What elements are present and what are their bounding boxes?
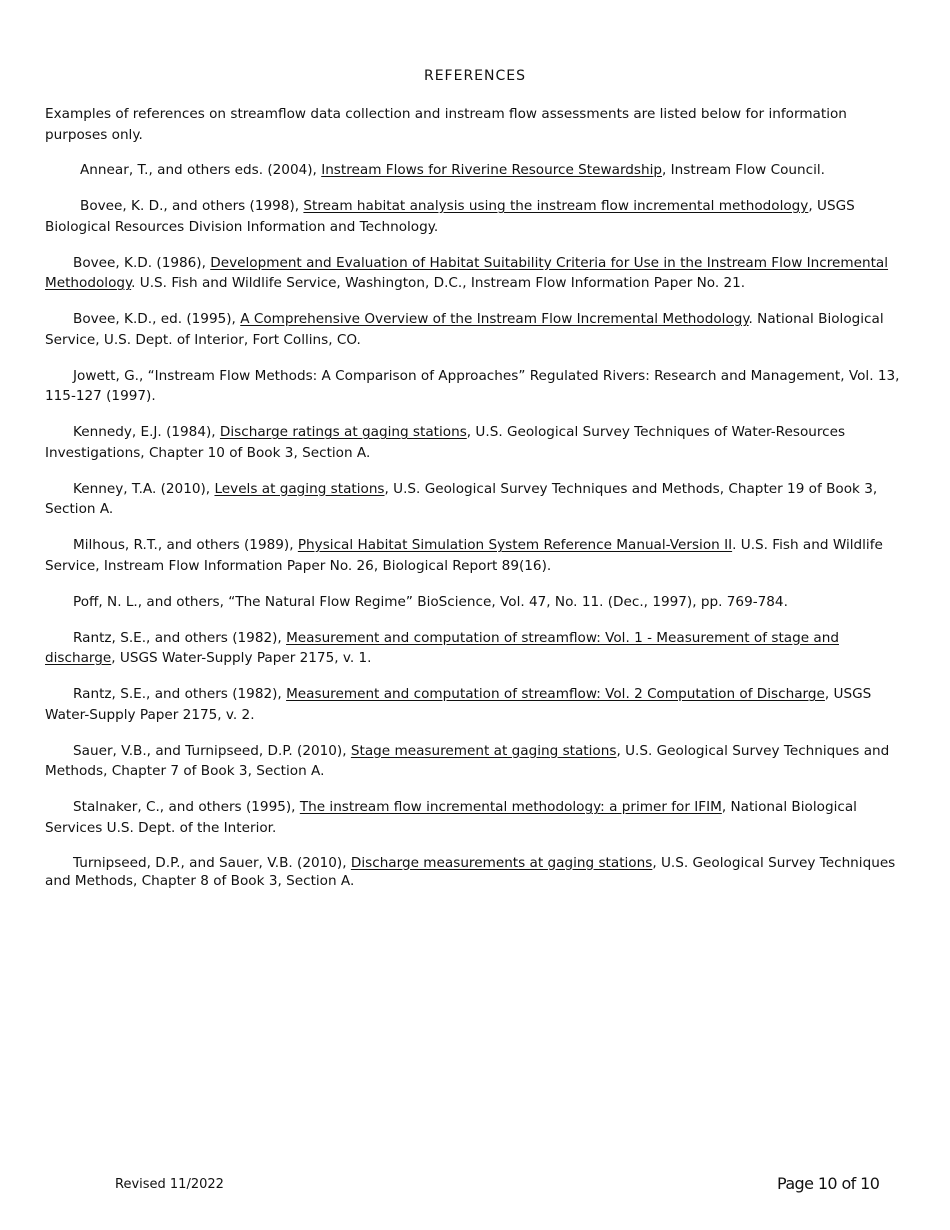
references-body	[45, 104, 900, 890]
page-number: Page 10 of 10	[777, 1174, 880, 1193]
reference-title: Stage measurement at gaging stations	[350, 742, 617, 759]
reference-title: Measurement and computation of streamflow: Vol. 1 - Measurement of stage and discharge	[45, 629, 839, 666]
reference-item	[45, 592, 900, 613]
reference-title: Measurement and computation of streamflow: Vol. 2 Computation of Discharge	[286, 686, 825, 702]
reference-text: Bovee, K. D., and others (1998),	[80, 198, 304, 214]
reference-item	[45, 422, 900, 463]
reference-item	[45, 854, 900, 890]
reference-text: Turnipseed, D.P., and Sauer, V.B. (2010),	[73, 854, 351, 871]
reference-text: Bovee, K.D. (1986),	[73, 254, 211, 271]
reference-text: Rantz, S.E., and others (1982),	[73, 629, 287, 646]
reference-title: Stream habitat analysis using the instream flow incremental methodology	[303, 198, 809, 214]
reference-item	[45, 797, 900, 838]
reference-text: Kenney, T.A. (2010),	[73, 480, 215, 497]
reference-item	[45, 741, 900, 782]
reference-title: Discharge ratings at gaging stations	[219, 424, 467, 440]
revision-date: Revised 11/2022	[115, 1177, 224, 1192]
intro-paragraph: Examples of references on streamflow data collection and instream flow assessments are listed below for information purposes only.	[45, 106, 847, 143]
reference-text: , U.S. Geological Survey Techniques and Methods, Chapter 8 of Book 3, Section A.	[45, 854, 896, 889]
reference-text: , U.S. Geological Survey Techniques and Methods, Chapter 7 of Book 3, Section A.	[45, 742, 890, 779]
reference-title: Development and Evaluation of Habitat Suitability Criteria for Use in the Instream Flow Incremental Methodology	[45, 254, 889, 291]
reference-text: Kennedy, E.J. (1984),	[73, 424, 220, 440]
reference-text: Sauer, V.B., and Turnipseed, D.P. (2010),	[73, 742, 351, 759]
reference-text: , USGS Biological Resources Division Information and Technology.	[45, 198, 855, 235]
reference-text: , USGS Water-Supply Paper 2175, v. 1.	[111, 650, 372, 666]
reference-item	[45, 366, 900, 407]
reference-item	[45, 160, 900, 181]
reference-item	[45, 628, 900, 669]
reference-text: Poff, N. L., and others, “The Natural Flow Regime” BioScience, Vol. 47, No. 11. (Dec., 1997), pp. 769-784.	[73, 593, 788, 610]
reference-item	[45, 253, 900, 294]
reference-text: , U.S. Geological Survey Techniques and Methods, Chapter 19 of Book 3, Section A.	[45, 480, 878, 517]
reference-title: Instream Flows for Riverine Resource Stewardship	[321, 162, 663, 178]
reference-item	[45, 479, 900, 520]
reference-item	[45, 309, 900, 350]
reference-text: Stalnaker, C., and others (1995),	[73, 799, 300, 815]
reference-text: Jowett, G., “Instream Flow Methods: A Comparison of Approaches” Regulated Rivers: Research and Management, Vol. 13, 115-127 (1997).	[45, 367, 900, 404]
reference-item	[45, 196, 900, 237]
reference-text: , USGS Water-Supply Paper 2175, v. 2.	[45, 686, 872, 723]
reference-title: Physical Habitat Simulation System Reference Manual-Version II	[297, 537, 733, 553]
reference-text: , National Biological Services U.S. Dept. of the Interior.	[45, 799, 857, 836]
reference-text: , Instream Flow Council.	[662, 162, 825, 178]
reference-title: The instream flow incremental methodology: a primer for IFIM	[299, 799, 722, 815]
reference-title: Discharge measurements at gaging stations	[350, 854, 653, 871]
reference-text: . U.S. Fish and Wildlife Service, Instream Flow Information Paper No. 26, Biological Report 89(16).	[45, 537, 883, 574]
reference-text: , U.S. Geological Survey Techniques of Water-Resources Investigations, Chapter 10 of Book 3, Section A.	[45, 424, 846, 461]
reference-text: Rantz, S.E., and others (1982),	[73, 686, 287, 702]
reference-item	[45, 535, 900, 576]
page-title: REFERENCES	[423, 68, 527, 84]
reference-text: . National Biological Service, U.S. Dept. of Interior, Fort Collins, CO.	[45, 311, 884, 348]
reference-text: Milhous, R.T., and others (1989),	[73, 537, 298, 553]
reference-title: A Comprehensive Overview of the Instream Flow Incremental Methodology	[240, 311, 749, 327]
reference-item	[45, 684, 900, 725]
reference-text: Bovee, K.D., ed. (1995),	[73, 311, 241, 327]
reference-title: Levels at gaging stations	[214, 480, 385, 497]
reference-text: Annear, T., and others eds. (2004),	[80, 162, 322, 178]
reference-text: . U.S. Fish and Wildlife Service, Washington, D.C., Instream Flow Information Paper No. 21.	[131, 275, 746, 291]
